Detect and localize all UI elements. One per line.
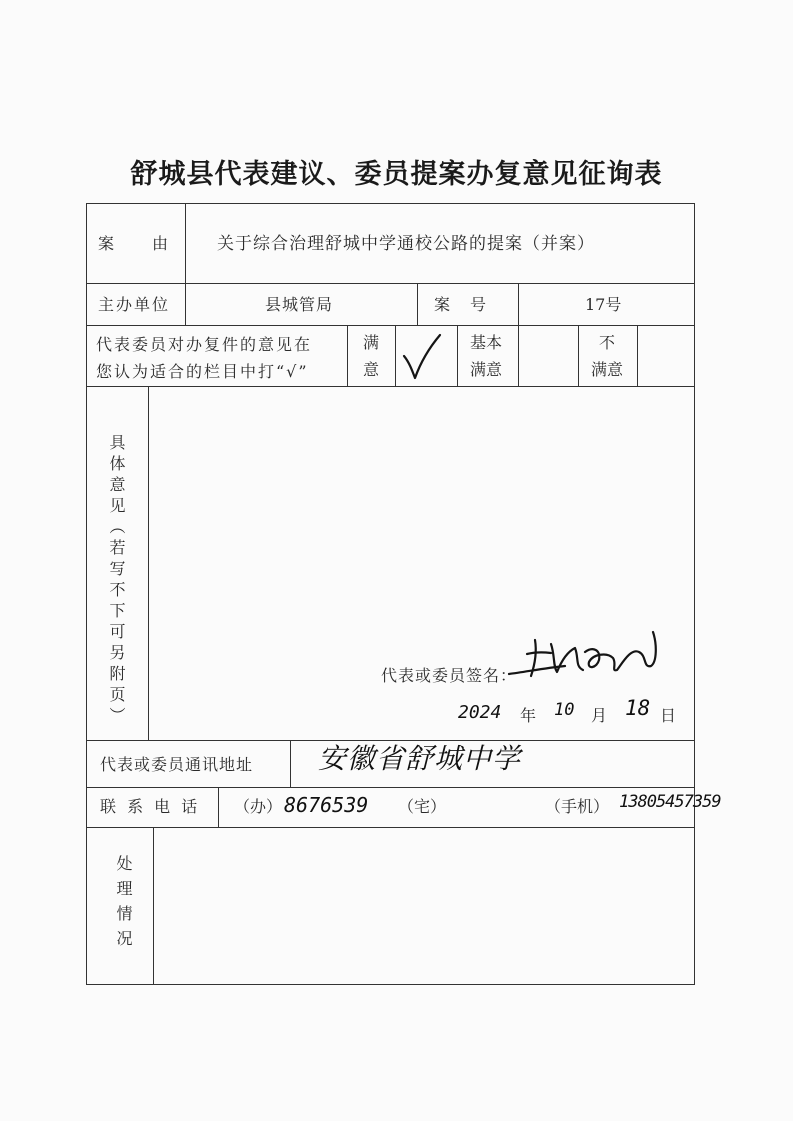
date-day-unit: 日 [660,706,677,725]
processing-label: 处理情况 [114,855,133,955]
details-textarea[interactable] [150,387,694,637]
case-number-label: 案 号 [434,295,489,314]
case-number-value: 17号 [585,295,622,314]
option-satisfied-checkbox[interactable] [396,326,456,385]
date-year-unit: 年 [520,706,537,725]
col-divider [417,283,418,325]
date-year: 2024 [458,702,502,723]
col-divider [457,325,458,386]
processing-textarea[interactable] [155,829,694,983]
address-label: 代表或委员通讯地址 [100,755,254,774]
option-basic-checkbox[interactable] [519,326,577,385]
row-divider [86,325,695,326]
row-divider [86,787,695,788]
phone-office-value: 8676539 [284,793,369,817]
details-label: 具体意见（若写不下可另附页） [107,434,126,728]
col-divider [290,740,291,787]
col-divider [148,386,149,740]
col-divider [347,325,348,386]
phone-mobile-value: 13805457359 [619,792,721,812]
col-divider [218,787,219,827]
date-month-unit: 月 [591,706,608,725]
col-divider [578,325,579,386]
col-divider [518,283,519,325]
col-divider [153,827,154,985]
option-basic-line1: 基本 [470,333,503,352]
phone-label: 联 系 电 话 [100,797,201,816]
phone-mobile-label: （手机） [545,797,610,816]
phone-office-label: （办） [234,797,283,816]
phone-home-label: （宅） [398,797,447,816]
date-month: 10 [554,700,575,720]
form-title: 舒城县代表建议、委员提案办复意见征询表 [130,159,663,190]
option-satisfied-line2: 意 [363,360,380,379]
case-reason-label: 案 由 [98,234,171,253]
signature-label: 代表或委员签名： [381,666,518,685]
case-reason-value: 关于综合治理舒城中学通校公路的提案（并案） [217,234,595,254]
option-unsatisfied-checkbox[interactable] [638,326,694,385]
option-basic-line2: 满意 [470,360,503,379]
handwritten-signature [505,622,665,682]
host-unit-label: 主办单位 [98,295,171,314]
check-mark-icon [396,326,456,385]
row-divider [86,740,695,741]
col-divider [185,203,186,325]
host-unit-value: 县城管局 [265,295,334,314]
row-divider [86,827,695,828]
date-day: 18 [625,696,651,720]
address-value: 安徽省舒城中学 [318,742,522,775]
option-unsatisfied-line1: 不 [599,333,616,352]
option-satisfied-line1: 满 [363,333,380,352]
opinion-prompt-line2: 您认为适合的栏目中打“√” [96,362,309,381]
option-unsatisfied-line2: 满意 [591,360,624,379]
opinion-prompt-line1: 代表委员对办复件的意见在 [96,335,313,354]
row-divider [86,283,695,284]
